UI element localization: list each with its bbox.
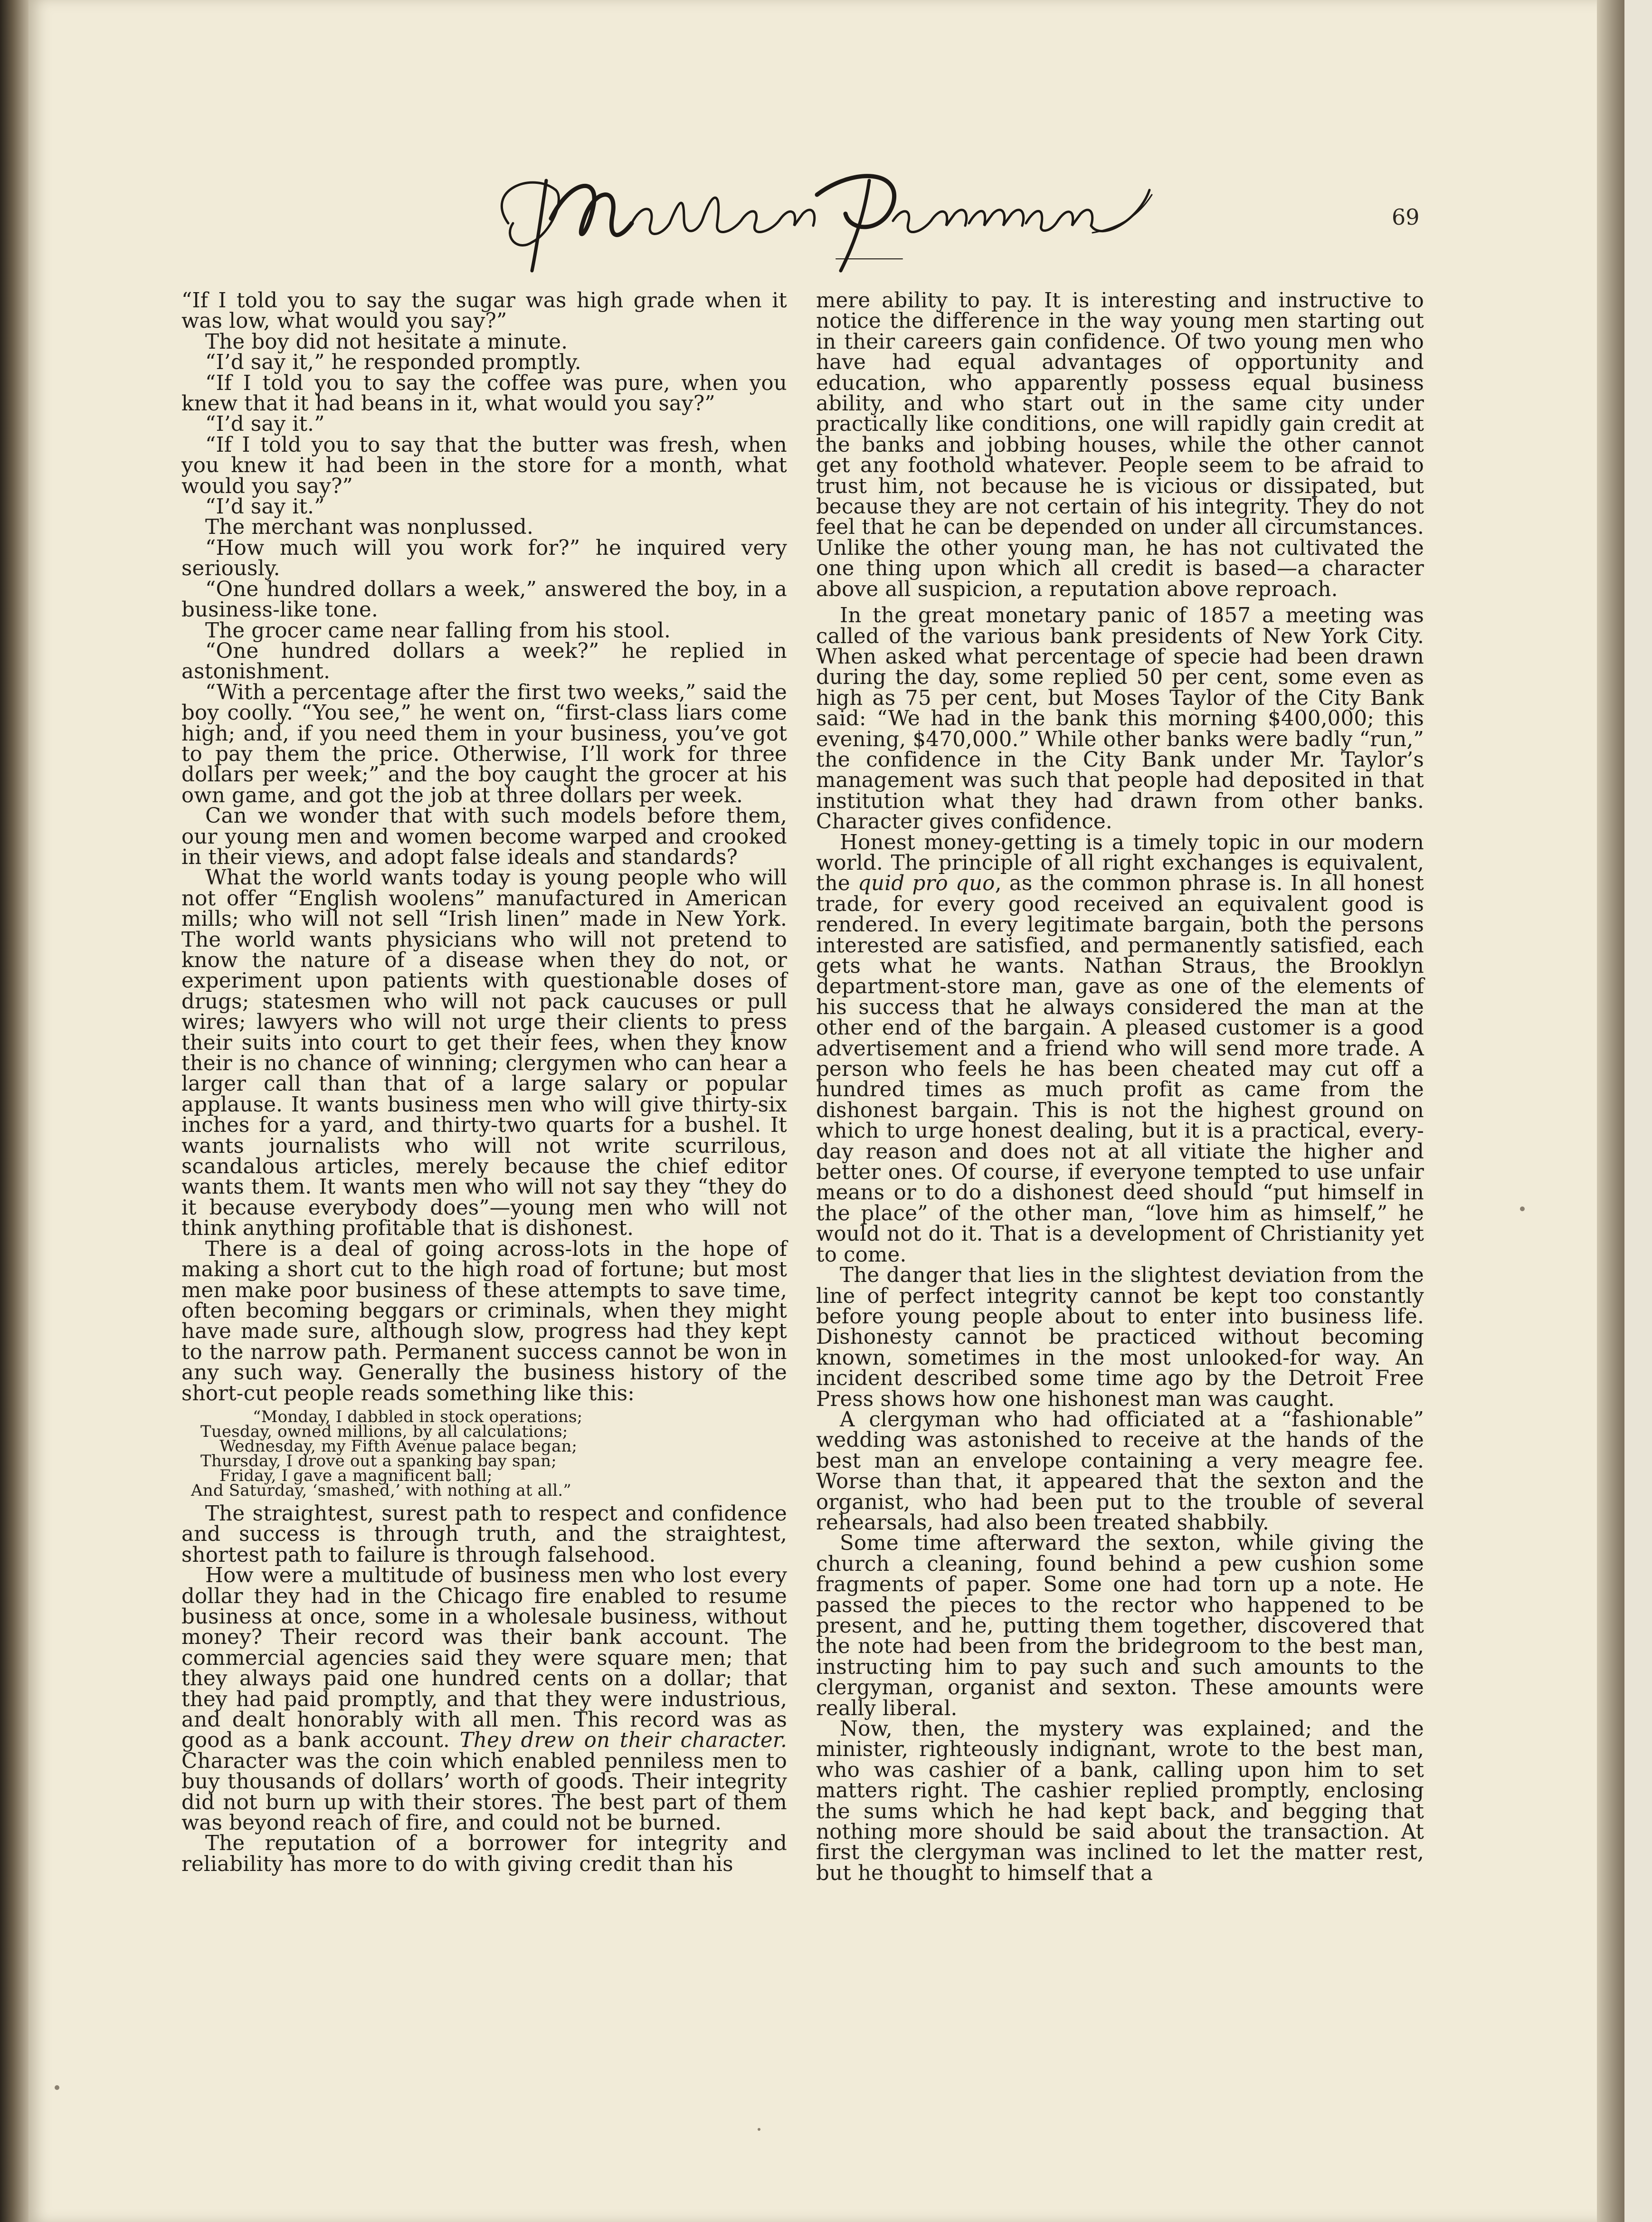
paragraph: mere ability to pay. It is interesting and instructive to notice the difference in the way young men starting out in their careers gain confidence. Of two young men who have had equal advantages of opportunity and education, who apparently possess equal business ability, and who start out in the same city under practically like conditions, one will rapidly gain credit at the banks and jobbing houses, while the other cannot get any foothold whatever. People seem to be afraid to trust him, not because he is vicious or dissipated, but because they are not certain of his integrity. They do not feel that he can be depended on under all circumstances. Unlike the other young man, he has not cultivated the one thing upon which all credit is based—a character above all suspicion, a reputation above reproach. (816, 289, 1424, 601)
paragraph: “With a percentage after the first two weeks,” said the boy coolly. “You see,” he went on, “first-class liars come high; and, if you need them in your business, you’ve got to pay them the price. Otherwise, I’ll work for three dollars per week;” and the boy caught the grocer at his own game, and got the job at three dollars per week. (181, 680, 787, 807)
book-binding (0, 0, 28, 2222)
italic-phrase: They drew on their character. (459, 1728, 788, 1753)
italic-phrase: quid pro quo (857, 872, 995, 896)
verse-line: Thursday, I drove out a spanking bay span; (200, 1451, 557, 1471)
right-column (816, 291, 1424, 1884)
verse-line: “Monday, I dabbled in stock operations; (253, 1407, 583, 1426)
paragraph: Some time afterward the sexton, while giving the church a cleaning, found behind a pew cushion some fragments of paper. Some one had torn up a note. He passed the pieces to the rector who happened to be present, and he, putting them together, discovered that the note had been from the bridegroom to the best man, instructing him to pay such and such amounts to the clergyman, organist and sexton. These amounts were really liberal. (816, 1531, 1424, 1720)
text-run: , as the common phrase is. In all honest trade, for every good received an equivalent good is rendered. In every legitimate bargain, both the persons interested are satisfied, and permanently satisfied, each gets what he wants. Nathan Straus, the Brooklyn department-store man, gave as one of the elements of his success that he always considered the man at the other end of the bargain. A pleased customer is a good advertisement and a friend who will send more trade. A person who feels he has been cheated may cut off a hundred times as much profit as came from the dishonest bargain. This is not the highest ground on which to urge honest dealing, but it is a practical, every-day reason and does not at all vitiate the higher and better ones. Of course, if everyone tempted to use unfair means or to do a dishonest deed should “put himself in the place” of the other man, “love him as himself,” he would not do it. That is a development of Christianity yet to come. (816, 872, 1424, 1267)
text-run: Honest money-getting is a timely topic in our modern world. The principle of all right exchanges is equivalent, the (816, 830, 1424, 896)
paper-speck (758, 2128, 760, 2131)
text-run: How were a multitude of business men who lost every dollar they had in the Chicago fire enabled to resume business at once, some in a wholesale business, without money? Their record was their bank account. The commercial agencies said they were square men; that they always paid one hundred cents on a dollar; that they had paid promptly, and that they were industrious, and dealt honorably with all men. This record was as good as a bank account. (181, 1564, 787, 1753)
paper-speck (55, 2085, 59, 2090)
paragraph: The straightest, surest path to respect and confidence and success is through truth, and the straightest, shortest path to failure is through falsehood. (181, 1501, 787, 1567)
verse-line: Friday, I gave a magnificent ball; (219, 1466, 493, 1485)
masthead-logo (475, 161, 1159, 280)
page-edge (1597, 0, 1624, 2222)
paragraph: The grocer came near falling from his stool. (205, 618, 671, 643)
paragraph: “I’d say it.” (205, 412, 325, 437)
verse-line: Wednesday, my Fifth Avenue palace began; (219, 1436, 578, 1456)
paragraph: “I’d say it,” he responded promptly. (205, 351, 581, 375)
left-column (181, 291, 787, 1875)
paragraph (816, 830, 1424, 1267)
paragraph (181, 1566, 787, 1833)
paragraph: “One hundred dollars a week?” he replied in astonishment. (181, 639, 787, 684)
paragraph: The merchant was nonplussed. (205, 515, 534, 540)
verse-line: And Saturday, ‘smashed,’ with nothing at all.” (191, 1481, 571, 1500)
paper-speck (1520, 1206, 1525, 1211)
paragraph: Can we wonder that with such models before them, our young men and women become warped and crooked in their views, and adopt false ideals and standards? (181, 804, 787, 869)
paragraph: A clergyman who had officiated at a “fashionable” wedding was astonished to receive at the hands of the best man an envelope containing a very meagre fee. Worse than that, it appeared that the sexton and the organist, who had been put to the trouble of several rehearsals, had also been treated shabbily. (816, 1407, 1424, 1535)
verse-line: Tuesday, owned millions, by all calculations; (200, 1422, 568, 1441)
page-number: 69 (1392, 204, 1420, 230)
text-run: Character was the coin which enabled penniless men to buy thousands of dollars’ worth of goods. Their integrity did not burn up with their stores. The best part of them was beyond reach of fire, and could not be burned. (181, 1749, 787, 1835)
paragraph: The danger that lies in the slightest deviation from the line of perfect integrity cannot be kept too constantly before young people about to enter into business life. Dishonesty cannot be practiced without becoming known, sometimes in the most unlooked-for way. An incident described some time ago by the Detroit Free Press shows how one hishonest man was caught. (816, 1263, 1424, 1411)
paragraph: The reputation of a borrower for integrity and reliability has more to do with giving credit than his (181, 1832, 787, 1876)
paragraph: “If I told you to say the coffee was pure, when you knew that it had beans in it, what would you say?” (181, 371, 787, 416)
paragraph: There is a deal of going across-lots in the hope of making a short cut to the high road of fortune; but most men make poor business of these attempts to save time, often becoming beggars or criminals, when they might have made sure, although slow, progress had they kept to the narrow path. Permanent success cannot be won in any such way. Generally the business history of the short-cut people reads something like this: (181, 1237, 787, 1405)
paragraph: What the world wants today is young people who will not offer “English woolens” manufactured in American mills; who will not sell “Irish linen” made in New York. The world wants physicians who will not pretend to know the nature of a disease when they do not, or experiment upon patients with questionable doses of drugs; statesmen who will not pack caucuses or pull wires; lawyers who will not urge their clients to press their suits into court to get their fees, when they know their is no chance of winning; clergymen who can hear a larger call than that of a large salary or popular applause. It wants business men who will give thirty-six inches for a yard, and thirty-two quarts for a bushel. It wants journalists who will not write scurrilous, scandalous articles, merely because the chief editor wants them. It wants men who will not say they “they do it because everybody does”—young men who will not think anything profitable that is dishonest. (181, 866, 787, 1241)
paragraph: “If I told you to say the sugar was high grade when it was low, what would you say?” (181, 289, 787, 333)
paragraph: “One hundred dollars a week,” answered the boy, in a business-like tone. (181, 577, 787, 622)
paragraph: The boy did not hesitate a minute. (205, 330, 568, 354)
paragraph: “If I told you to say that the butter was fresh, when you knew it had been in the store for a month, what would you say?” (181, 433, 787, 498)
paragraph: “I’d say it.” (205, 495, 325, 519)
paragraph: Now, then, the mystery was explained; and the minister, righteously indignant, wrote to the best man, who was cashier of a bank, calling upon him to set matters right. The cashier replied promptly, enclosing the sums which he had kept back, and begging that nothing more should be said about the transaction. At first the clergyman was inclined to let the matter rest, but he thought to himself that a (816, 1717, 1424, 1885)
paragraph: In the great monetary panic of 1857 a meeting was called of the various bank presidents of New York City. When asked what percentage of specie had been drawn during the day, some replied 50 per cent, some even as high as 75 per cent, but Moses Taylor of the City Bank said: “We had in the bank this morning $400,000; this evening, $470,000.” While other banks were badly “run,” the confidence in the City Bank under Mr. Taylor’s management was such that people had deposited in that institution what they had drawn from other banks. Character gives confidence. (816, 604, 1424, 834)
paragraph: “How much will you work for?” he inquired very seriously. (181, 536, 787, 581)
verse-quote (181, 1407, 787, 1500)
